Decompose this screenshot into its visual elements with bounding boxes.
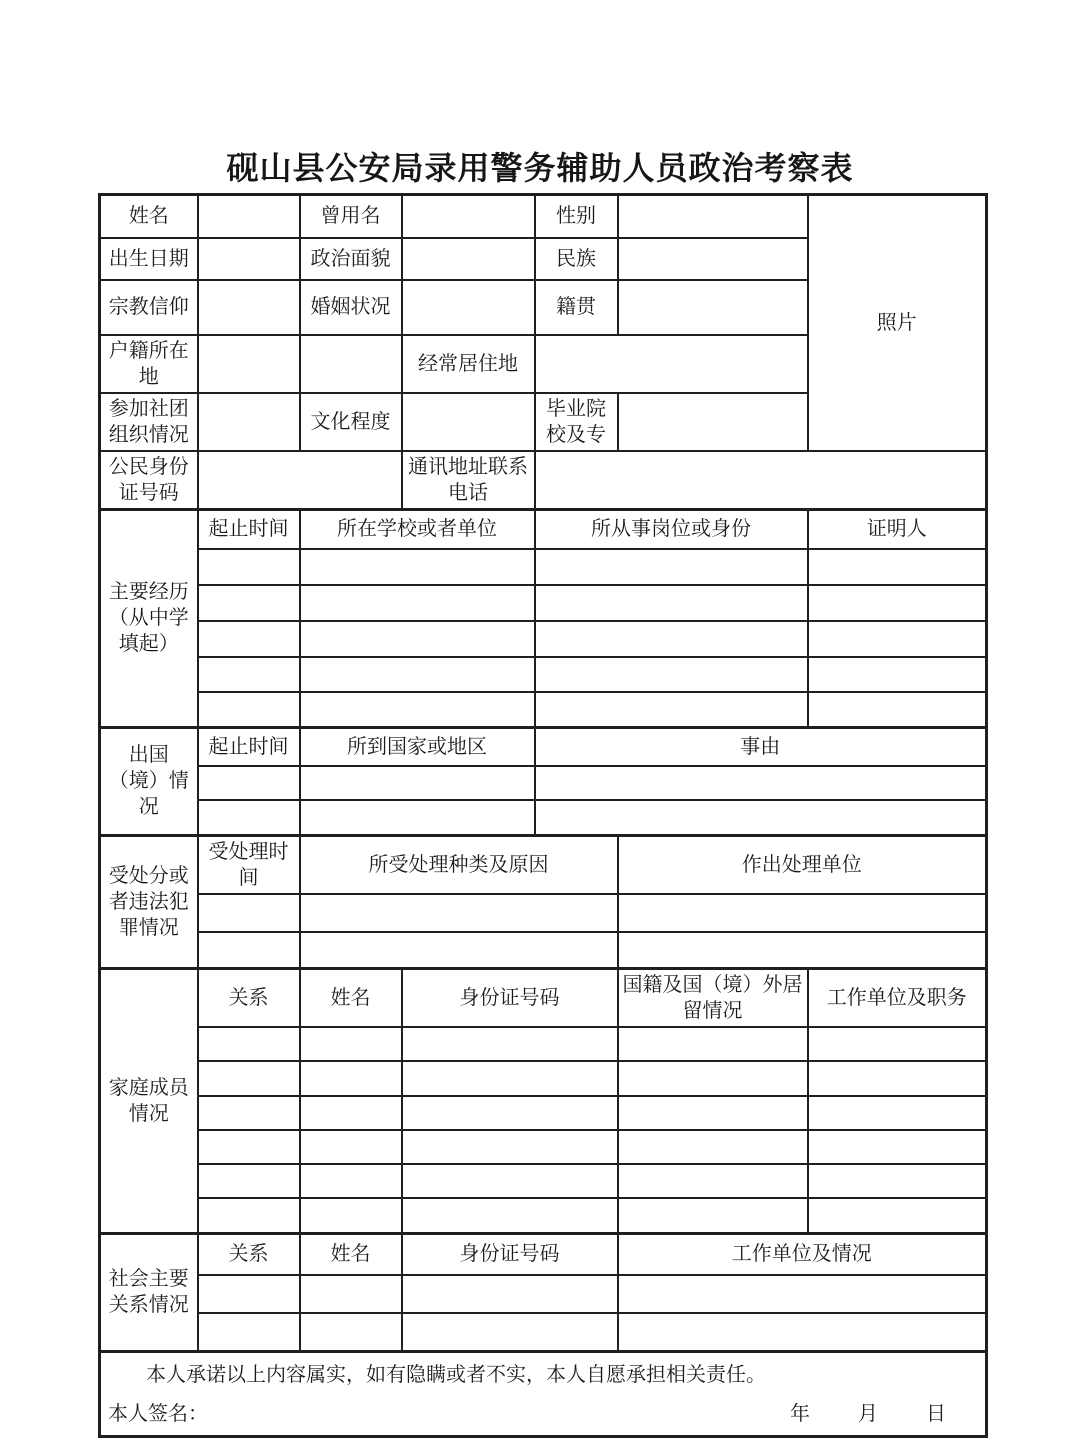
experience-blank-row <box>100 621 987 657</box>
experience-blank-row <box>100 657 987 692</box>
blank-cell <box>808 692 987 727</box>
label-ethnicity: 民族 <box>535 238 618 280</box>
blank-cell <box>535 800 987 835</box>
blank-cell <box>300 692 535 727</box>
punishment-blank-row <box>100 932 987 969</box>
blank-cell <box>535 621 808 657</box>
value-political-status <box>402 238 535 280</box>
value-education-level <box>402 393 535 451</box>
blank-cell <box>198 1130 300 1164</box>
blank-cell <box>198 1313 300 1351</box>
experience-blank-row <box>100 585 987 621</box>
blank-cell <box>300 585 535 621</box>
label-political-status: 政治面貌 <box>300 238 402 280</box>
value-native-place <box>618 280 808 335</box>
blank-cell <box>402 1164 618 1198</box>
blank-cell <box>618 1198 808 1233</box>
blank-cell <box>198 894 300 932</box>
value-name <box>198 195 300 238</box>
blank-cell <box>618 932 987 969</box>
blank-cell <box>198 585 300 621</box>
blank-cell <box>198 335 300 393</box>
blank-cell <box>300 621 535 657</box>
label-native-place: 籍贯 <box>535 280 618 335</box>
blank-cell <box>618 1130 808 1164</box>
value-usual-residence <box>535 335 808 393</box>
section-label-social: 社会主要关系情况 <box>100 1233 198 1351</box>
date-group <box>790 1401 978 1427</box>
blank-cell <box>808 1027 987 1061</box>
blank-cell <box>535 657 808 692</box>
blank-cell <box>300 932 618 969</box>
abroad-col-destination: 所到国家或地区 <box>300 727 535 766</box>
signature-row <box>104 1401 982 1433</box>
social-col-relation: 关系 <box>198 1233 300 1275</box>
blank-cell <box>198 1275 300 1313</box>
blank-cell <box>402 1027 618 1061</box>
label-usual-residence: 经常居住地 <box>402 335 535 393</box>
blank-cell <box>300 1027 402 1061</box>
label-former-name: 曾用名 <box>300 195 402 238</box>
value-former-name <box>402 195 535 238</box>
family-blank-row <box>100 1198 987 1233</box>
punishment-col-time: 受处理时间 <box>198 835 300 894</box>
label-birth-date: 出生日期 <box>100 238 198 280</box>
blank-cell <box>808 1061 987 1096</box>
family-col-nationality: 国籍及国（境）外居留情况 <box>618 969 808 1028</box>
form-table <box>98 193 988 1438</box>
abroad-blank-row <box>100 766 987 800</box>
label-marital-status: 婚姻状况 <box>300 280 402 335</box>
punishment-blank-row <box>100 894 987 932</box>
value-contact-address-phone <box>535 451 987 510</box>
date-day-label: 日 <box>926 1402 946 1425</box>
blank-cell <box>300 1164 402 1198</box>
blank-cell <box>402 1061 618 1096</box>
blank-cell <box>535 585 808 621</box>
blank-cell <box>535 692 808 727</box>
blank-cell <box>198 766 300 800</box>
blank-cell <box>300 1313 402 1351</box>
label-gender: 性别 <box>535 195 618 238</box>
abroad-col-period: 起止时间 <box>198 727 300 766</box>
blank-cell <box>808 549 987 585</box>
blank-cell <box>618 1061 808 1096</box>
section-label-abroad: 出国（境）情况 <box>100 727 198 835</box>
signature-label: 本人签名： <box>108 1402 208 1425</box>
blank-cell <box>300 657 535 692</box>
blank-cell <box>198 932 300 969</box>
experience-col-school: 所在学校或者单位 <box>300 509 535 549</box>
family-blank-row <box>100 1061 987 1096</box>
family-blank-row <box>100 1027 987 1061</box>
blank-cell <box>300 1061 402 1096</box>
date-month-label: 月 <box>858 1402 878 1425</box>
family-col-relation: 关系 <box>198 969 300 1028</box>
blank-cell <box>618 1096 808 1130</box>
label-religion: 宗教信仰 <box>100 280 198 335</box>
experience-blank-row <box>100 692 987 727</box>
experience-col-position: 所从事岗位或身份 <box>535 509 808 549</box>
blank-cell <box>618 1275 987 1313</box>
blank-cell <box>402 1275 618 1313</box>
value-social-organizations <box>198 393 300 451</box>
blank-cell <box>198 549 300 585</box>
blank-cell <box>808 585 987 621</box>
blank-cell <box>300 335 402 393</box>
value-marital-status <box>402 280 535 335</box>
label-contact-address-phone: 通讯地址联系电话 <box>402 451 535 510</box>
blank-cell <box>198 1164 300 1198</box>
blank-cell <box>198 800 300 835</box>
family-blank-row <box>100 1096 987 1130</box>
blank-cell <box>808 1198 987 1233</box>
value-birth-date <box>198 238 300 280</box>
blank-cell <box>618 1313 987 1351</box>
blank-cell <box>808 1130 987 1164</box>
blank-cell <box>402 1313 618 1351</box>
social-col-id: 身份证号码 <box>402 1233 618 1275</box>
experience-blank-row <box>100 549 987 585</box>
value-gender <box>618 195 808 238</box>
section-label-experience: 主要经历（从中学填起） <box>100 509 198 727</box>
blank-cell <box>198 621 300 657</box>
label-graduate-school: 毕业院校及专 <box>535 393 618 451</box>
blank-cell <box>198 692 300 727</box>
experience-col-reference: 证明人 <box>808 509 987 549</box>
blank-cell <box>300 800 535 835</box>
social-col-name: 姓名 <box>300 1233 402 1275</box>
blank-cell <box>618 1027 808 1061</box>
blank-cell <box>808 657 987 692</box>
blank-cell <box>808 621 987 657</box>
family-col-id: 身份证号码 <box>402 969 618 1028</box>
blank-cell <box>198 657 300 692</box>
blank-cell <box>198 1061 300 1096</box>
family-col-workplace: 工作单位及职务 <box>808 969 987 1028</box>
value-ethnicity <box>618 238 808 280</box>
blank-cell <box>618 894 987 932</box>
blank-cell <box>198 1198 300 1233</box>
pledge-text: 本人承诺以上内容属实，如有隐瞒或者不实，本人自愿承担相关责任。 <box>146 1363 766 1386</box>
social-blank-row <box>100 1275 987 1313</box>
family-col-name: 姓名 <box>300 969 402 1028</box>
pledge-cell <box>100 1351 987 1436</box>
blank-cell <box>300 1130 402 1164</box>
blank-cell <box>402 1130 618 1164</box>
social-col-workplace: 工作单位及情况 <box>618 1233 987 1275</box>
date-year-label: 年 <box>790 1402 810 1425</box>
experience-col-period: 起止时间 <box>198 509 300 549</box>
blank-cell <box>402 1096 618 1130</box>
blank-cell <box>808 1164 987 1198</box>
label-citizen-id-number: 公民身份证号码 <box>100 451 198 510</box>
label-social-organizations: 参加社团组织情况 <box>100 393 198 451</box>
blank-cell <box>618 1164 808 1198</box>
label-name: 姓名 <box>100 195 198 238</box>
blank-cell <box>300 766 535 800</box>
section-label-family: 家庭成员情况 <box>100 969 198 1234</box>
blank-cell <box>402 1198 618 1233</box>
family-blank-row <box>100 1164 987 1198</box>
blank-cell <box>300 549 535 585</box>
abroad-col-reason: 事由 <box>535 727 987 766</box>
blank-cell <box>300 1198 402 1233</box>
social-blank-row <box>100 1313 987 1351</box>
pledge-wrap <box>104 1355 982 1433</box>
abroad-blank-row <box>100 800 987 835</box>
form-title: 砚山县公安局录用警务辅助人员政治考察表 <box>226 150 854 186</box>
blank-cell <box>198 1027 300 1061</box>
punishment-col-type-reason: 所受处理种类及原因 <box>300 835 618 894</box>
label-household-registration: 户籍所在地 <box>100 335 198 393</box>
blank-cell <box>535 549 808 585</box>
blank-cell <box>300 894 618 932</box>
blank-cell <box>300 1096 402 1130</box>
family-blank-row <box>100 1130 987 1164</box>
section-label-punishment: 受处分或者违法犯罪情况 <box>100 835 198 969</box>
value-graduate-school <box>618 393 808 451</box>
value-citizen-id-number <box>198 451 402 510</box>
blank-cell <box>300 1275 402 1313</box>
punishment-col-unit: 作出处理单位 <box>618 835 987 894</box>
photo-placeholder: 照片 <box>808 195 987 451</box>
blank-cell <box>808 1096 987 1130</box>
value-religion <box>198 280 300 335</box>
label-education-level: 文化程度 <box>300 393 402 451</box>
blank-cell <box>198 1096 300 1130</box>
blank-cell <box>535 766 987 800</box>
